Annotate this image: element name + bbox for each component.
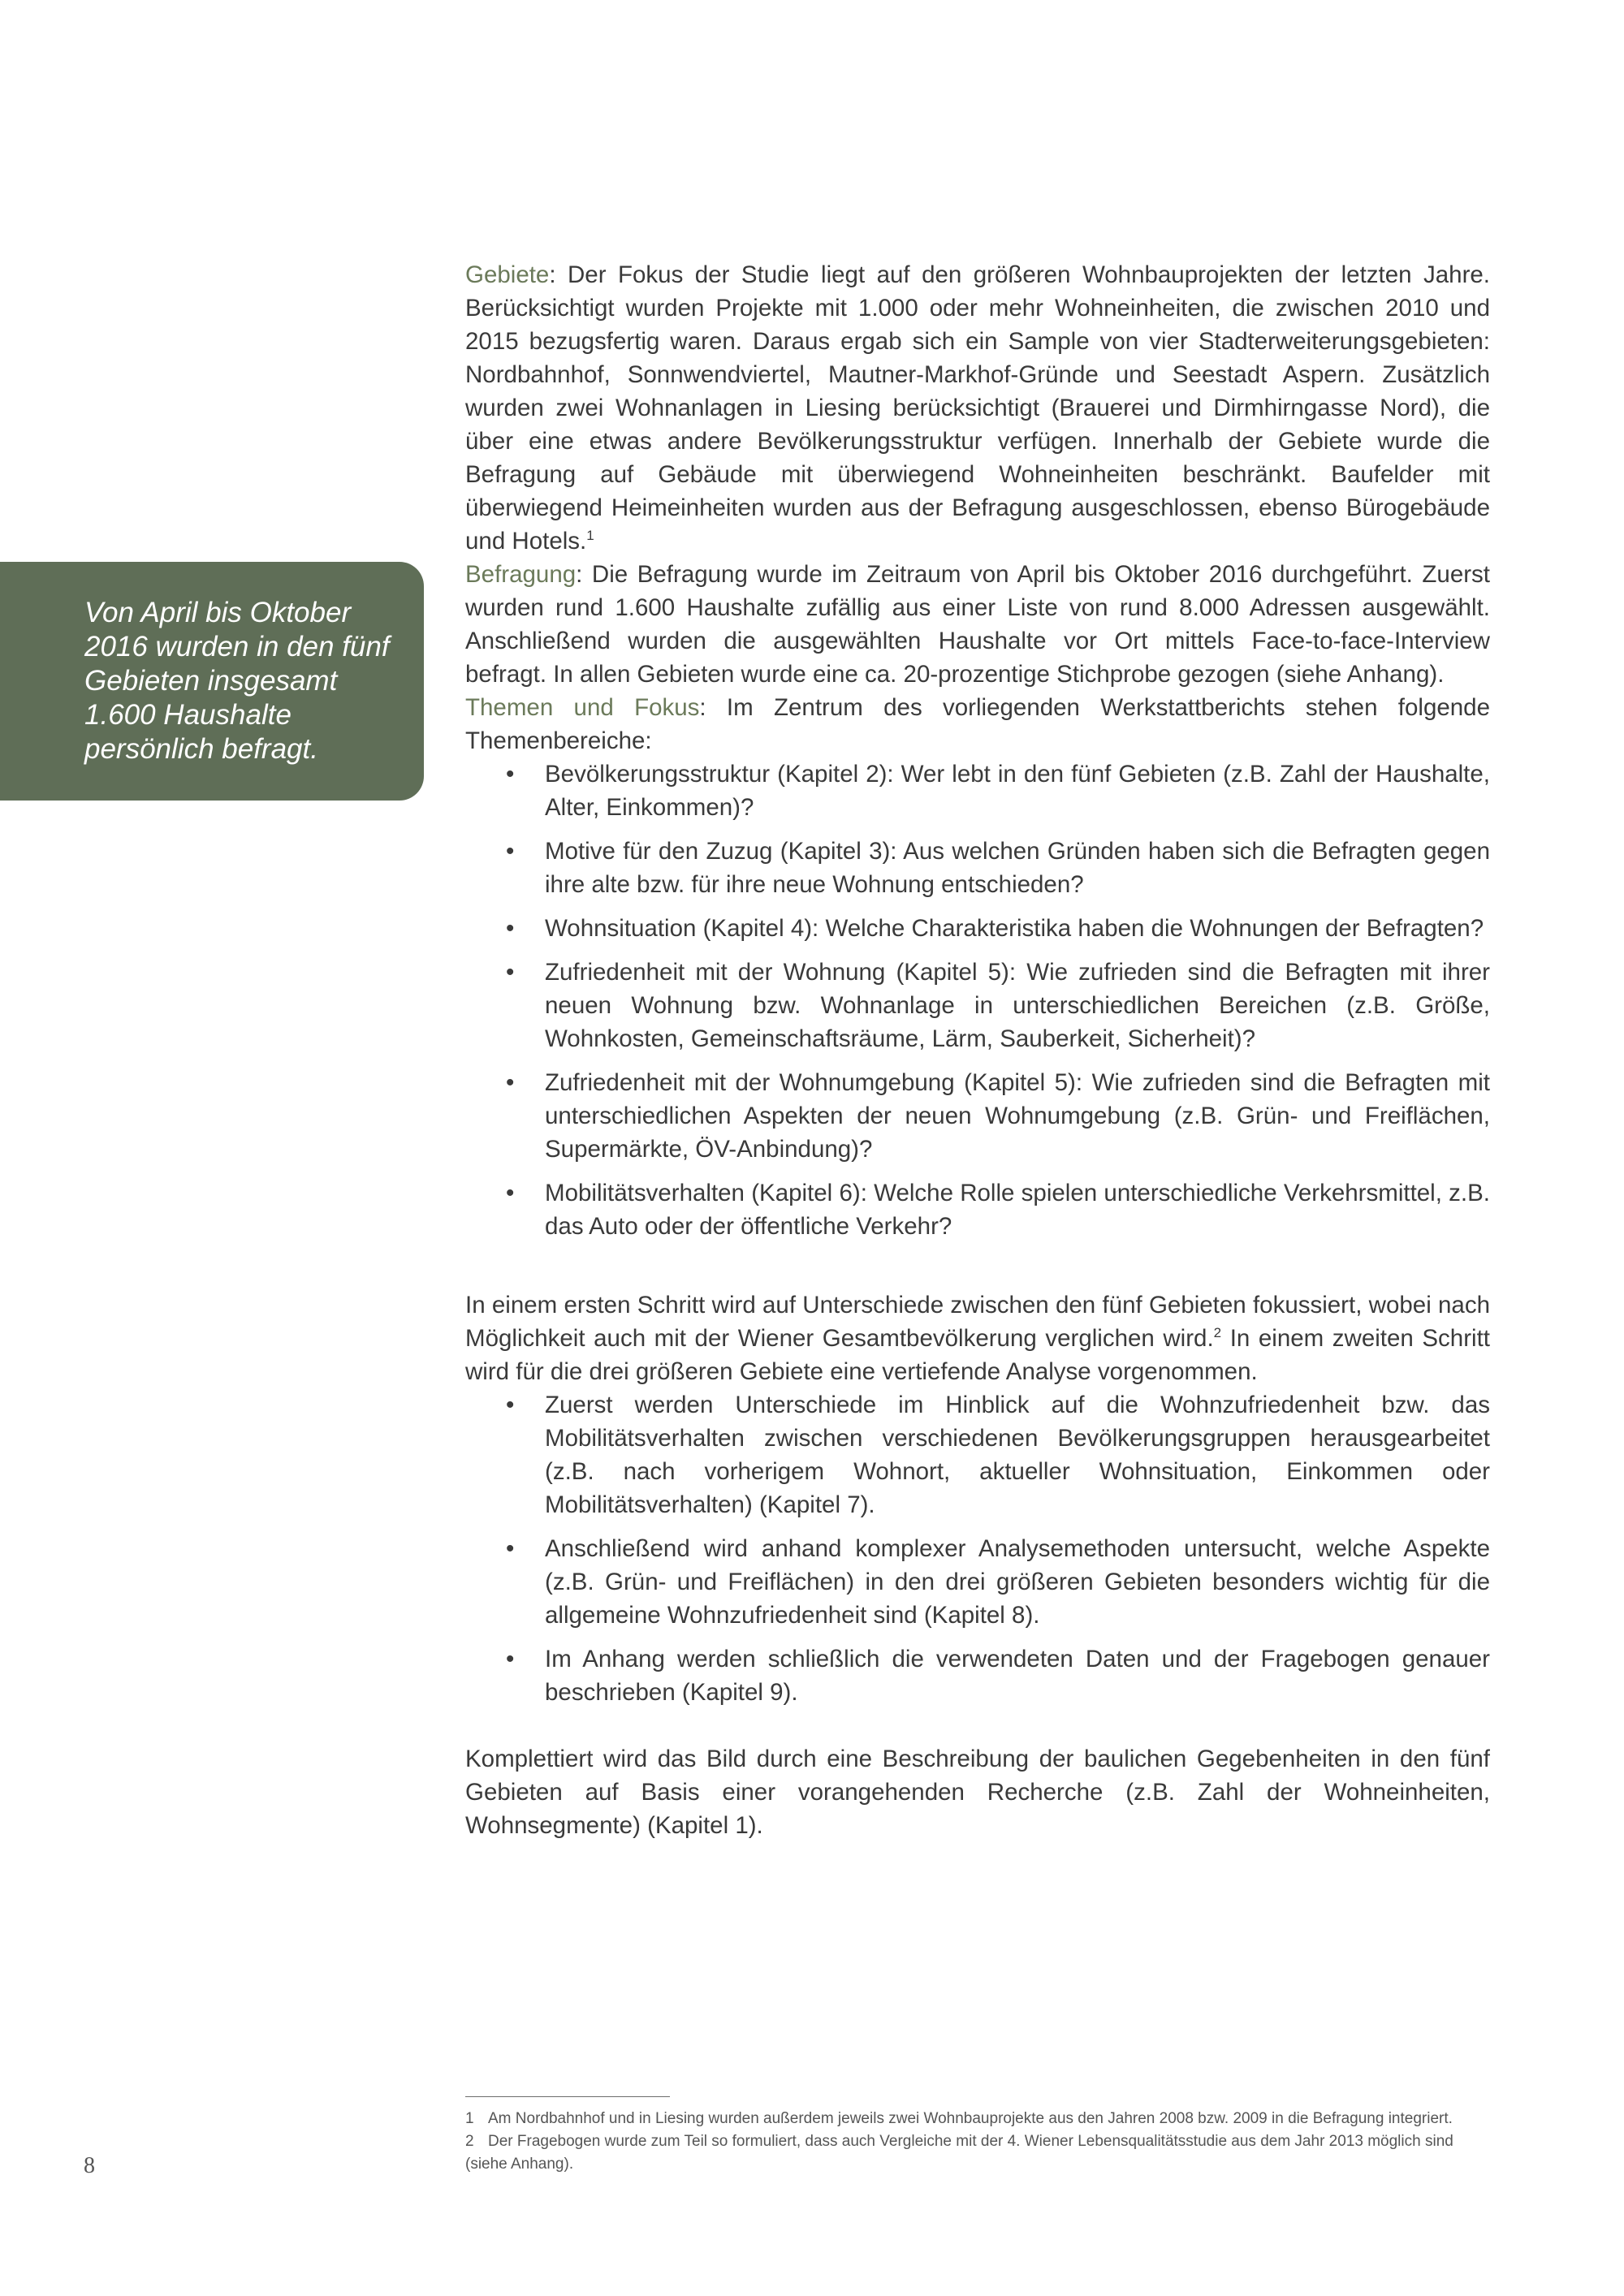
main-content [465,258,1490,1842]
lead-gebiete: Gebiete [465,261,550,288]
section-abschluss [465,1742,1490,1842]
schritte-list [465,1388,1490,1709]
list-item: • Zuerst werden Unterschiede im Hinblick auf die Wohnzufriedenheit bzw. das Mobilitätsverhalten zwischen verschiedenen Bevölkerungsgruppen herausgearbeitet (z.B. nach vorherigem Wohnort, aktueller Wohnsituation, Einkommen oder Mobilitätsverhalten) (Kapitel 7). [465,1388,1490,1521]
lead-befragung: Befragung [465,561,577,588]
footnote-divider [465,2096,670,2097]
list-item: • Wohnsituation (Kapitel 4): Welche Charakteristika haben die Wohnungen der Befragten? [465,912,1490,945]
list-item: • Im Anhang werden schließlich die verwendeten Daten und der Fragebogen genauer beschrieben (Kapitel 9). [465,1642,1490,1709]
list-item: • Mobilitätsverhalten (Kapitel 6): Welche Rolle spielen unterschiedliche Verkehrsmittel, z.B. das Auto oder der öffentliche Verkehr? [465,1176,1490,1243]
footnote-number: 1 [465,2110,474,2127]
lead-themen: Themen und Fokus [465,694,700,721]
footnote-2 [465,2130,1490,2176]
themen-list [465,757,1490,1243]
sidebar-callout [0,562,424,801]
section-gebiete [465,258,1490,558]
list-item: • Motive für den Zuzug (Kapitel 3): Aus welchen Gründen haben sich die Befragten gegen ihre alte bzw. für ihre neue Wohnung entschieden? [465,835,1490,901]
list-item: • Zufriedenheit mit der Wohnung (Kapitel 5): Wie zufrieden sind die Befragten mit ihrer neuen Wohnung bzw. Wohnanlage in unterschiedlichen Bereichen (z.B. Größe, Wohnkosten, Gemeinschaftsräume, Lärm, Sauberkeit, Sicherheit)? [465,956,1490,1055]
footnote-text: Der Fragebogen wurde zum Teil so formuliert, dass auch Vergleiche mit der 4. Wiener Lebensqualitätsstudie aus dem Jahr 2013 möglich sind (siehe Anhang). [465,2133,1453,2173]
section-themen [465,691,1490,1243]
page-number: 8 [84,2153,95,2178]
footnote-ref-1[interactable]: 1 [586,528,594,544]
text-schritte-after: In einem zweiten Schritt wird für die drei größeren Gebiete eine vertiefende Analyse vorgenommen. [465,1325,1490,1385]
text-gebiete: : Der Fokus der Studie liegt auf den größeren Wohnbauprojekten der letzten Jahre. Berücksichtigt wurden Projekte mit 1.000 oder mehr Wohneinheiten, die zwischen 2010 und 2015 bezugsfertig waren. Daraus ergab sich ein Sample von vier Stadterweiterungsgebieten: Nordbahnhof, Sonnwendviertel, Mautner-Markhof-Gründe und Seestadt Aspern. Zusätzlich wurden zwei Wohnanlagen in Liesing berücksichtigt (Brauerei und Dirmhirngasse Nord), die über eine etwas andere Bevölkerungsstruktur verfügen. Innerhalb der Gebiete wurde die Befragung auf Gebäude mit überwiegend Wohneinheiten beschränkt. Baufelder mit überwiegend Heimeinheiten wurden aus der Befragung ausgeschlossen, ebenso Bürogebäude und Hotels. [465,261,1490,555]
footnote-ref-2[interactable]: 2 [1213,1325,1222,1341]
list-item: • Zufriedenheit mit der Wohnumgebung (Kapitel 5): Wie zufrieden sind die Befragten mit unterschiedlichen Aspekten der neuen Wohnumgebung (z.B. Grün- und Freiflächen, Supermärkte, ÖV-Anbindung)? [465,1066,1490,1166]
footnote-text: Am Nordbahnhof und in Liesing wurden außerdem jeweils zwei Wohnbauprojekte aus den Jahren 2008 bzw. 2009 in die Befragung integriert. [488,2110,1453,2127]
text-themen: : Im Zentrum des vorliegenden Werkstattberichts stehen folgende Themenbereiche: [465,694,1490,754]
section-schritte [465,1276,1490,1709]
callout-text: Von April bis Oktober 2016 wurden in den fünf Gebieten insgesamt 1.600 Haushalte persönlich befragt. [84,597,390,765]
list-item: • Anschließend wird anhand komplexer Analysemethoden untersucht, welche Aspekte (z.B. Grün- und Freiflächen) in den drei größeren Gebieten besonders wichtig für die allgemeine Wohnzufriedenheit sind (Kapitel 8). [465,1532,1490,1632]
list-item: • Bevölkerungsstruktur (Kapitel 2): Wer lebt in den fünf Gebieten (z.B. Zahl der Haushalte, Alter, Einkommen)? [465,757,1490,824]
section-befragung [465,558,1490,691]
text-befragung: : Die Befragung wurde im Zeitraum von April bis Oktober 2016 durchgeführt. Zuerst wurden rund 1.600 Haushalte zufällig aus einer Liste von rund 8.000 Adressen ausgewählt. Anschließend wurden die ausgewählten Haushalte vor Ort mittels Face-to-face-Interview befragt. In allen Gebieten wurde eine ca. 20-prozentige Stichprobe gezogen (siehe Anhang). [465,561,1490,688]
footnote-number: 2 [465,2133,474,2150]
footnote-1 [465,2108,1490,2130]
text-schritte-before: In einem ersten Schritt wird auf Unterschiede zwischen den fünf Gebieten fokussiert, wobei nach Möglichkeit auch mit der Wiener Gesamtbevölkerung verglichen wird. [465,1292,1490,1352]
text-abschluss: Komplettiert wird das Bild durch eine Beschreibung der baulichen Gegebenheiten in den fünf Gebieten auf Basis einer vorangehenden Recherche (z.B. Zahl der Wohneinheiten, Wohnsegmente) (Kapitel 1). [465,1746,1490,1839]
footnotes [465,2108,1490,2176]
